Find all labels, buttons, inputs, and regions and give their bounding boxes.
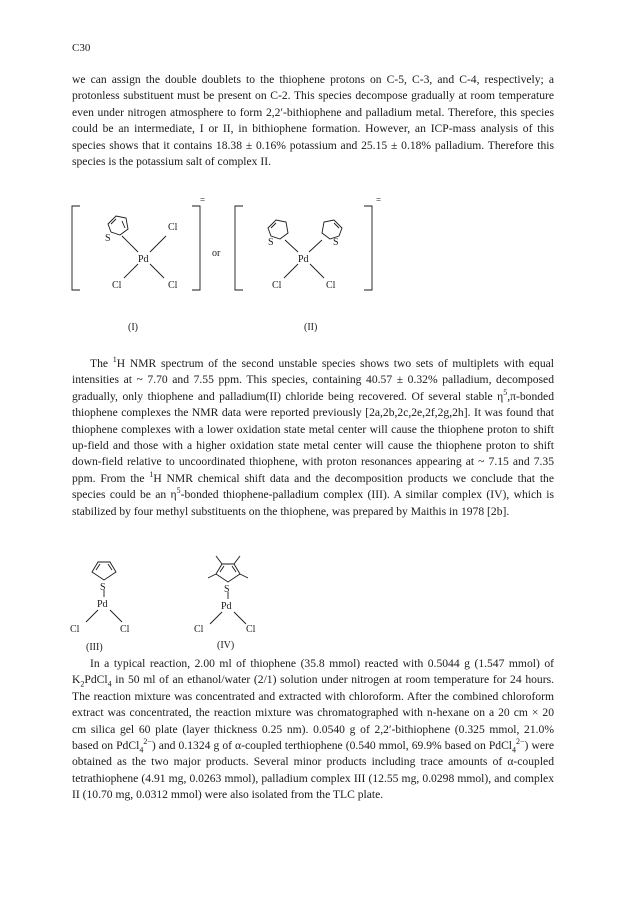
chloride-label-IV-left: Cl <box>194 624 204 635</box>
chloride-label-I-right: Cl <box>168 280 178 291</box>
or-label: or <box>212 248 221 259</box>
label-III: (III) <box>86 642 103 653</box>
sulfur-label-II-right: S <box>333 237 339 248</box>
paragraph-3: In a typical reaction, 2.00 ml of thiophene (35.8 mmol) reacted with 0.5044 g (1.547 mmol) of $K_2PdCl_4$ in 50 ml of an ethanol/water (2/1) solution under nitrogen at room temperature for 24 hours. The reaction mixture was concentrated and extracted with chloroform. After the combined chloroform extract was concentrated, the reaction mixture was chromatographed with n-hexane on a 20 cm × 20 cm silica gel 60 plate (layer thickness 0.25 nm). 0.0540 g of 2,2′-bithiophene (0.325 mmol, 21.0% based on PdCl$_4^{2-}$) and 0.1324 g of α-coupled terthiophene (0.540 mmol, 69.9% based on PdCl$_4^{2-}$) were obtained as the two major products. Several minor products including trace amounts of α-coupled tetrathiophene (4.91 mg, 0.0263 mmol), palladium complex III (12.55 mg, 0.0298 mmol), and complex II (10.70 mg, 0.0312 mmol) were also isolated from the TLC plate. <box>72 657 554 802</box>
chloride-label-II-right: Cl <box>326 280 336 291</box>
chloride-label-IV-right: Cl <box>246 624 256 635</box>
label-IV: (IV) <box>217 640 235 651</box>
palladium-label-II: Pd <box>298 254 309 265</box>
sulfur-label-I: S <box>105 233 111 244</box>
palladium-label-I: Pd <box>138 254 149 265</box>
sulfur-label-III: S <box>100 582 106 593</box>
palladium-label-IV: Pd <box>221 601 232 612</box>
charge-I: = <box>200 195 206 205</box>
chloride-label-I-top: Cl <box>168 222 178 233</box>
sulfur-label-IV: S <box>224 584 230 595</box>
palladium-label-III: Pd <box>97 599 108 610</box>
chloride-label-I-left: Cl <box>112 280 122 291</box>
chloride-label-III-left: Cl <box>70 624 80 635</box>
label-I: (I) <box>128 322 138 333</box>
paragraph-1: we can assign the double doublets to the thiophene protons on C-5, C-3, and C-4, respectively; a protonless substituent must be present on C-2. This species decompose gradually at room temperature even under nitrogen atmosphere to form 2,2′-bithiophene and palladium metal. Therefore, this species could be an intermediate, I or II, in bithiophene formation. However, an ICP-mass analysis of this species shows that it contains 18.38 ± 0.16% potassium and 25.15 ± 0.18% palladium. Therefore this species is the potassium salt of complex II. <box>72 73 554 169</box>
page-number: C30 <box>72 42 91 54</box>
charge-II: = <box>376 195 382 205</box>
paragraph-2: The $^1$H NMR spectrum of the second unstable species shows two sets of multiplets with equal intensities at ~ 7.70 and 7.55 ppm. This species, containing 40.57 ± 0.32% palladium, decomposed gradually, only thiophene and palladium(II) chloride being recovered. Of several stable $\eta^5,\pi$-bonded thiophene complexes the NMR data were reported previously [2a,2b,2c,2e,2f,2g,2h]. It was found that thiophene complexes with a lower oxidation state metal center will cause the thiophene proton to shift up-field and those with a higher oxidation state metal center will cause the thiophene proton to shift down-field relative to uncoordinated thiophene, with proton resonances appearing at ~ 7.15 and 7.35 ppm. From the $^1$H NMR chemical shift data and the decomposition products we conclude that the species could be an $\eta^5$-bonded thiophene-palladium complex (III). A similar complex (IV), which is stabilized by four methyl substituents on the thiophene, was prepared by Maithis in 1978 [2b]. <box>72 355 554 518</box>
chloride-label-II-left: Cl <box>272 280 282 291</box>
sulfur-label-II-left: S <box>268 237 274 248</box>
chloride-label-III-right: Cl <box>120 624 130 635</box>
label-II: (II) <box>304 322 318 333</box>
